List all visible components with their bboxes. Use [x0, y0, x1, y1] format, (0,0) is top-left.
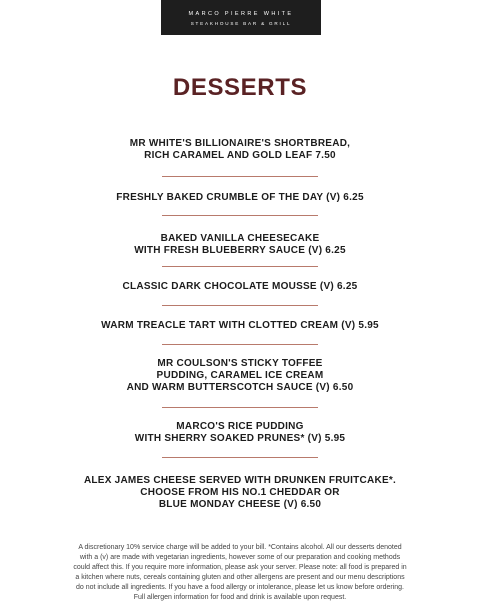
divider: [162, 215, 318, 216]
menu-item: [30, 475, 450, 511]
menu-item-line: PUDDING, CARAMEL ICE CREAM: [156, 370, 324, 381]
notice-line: do not include all ingredients. If you have a food allergy or intolerance, please let us know before ordering.: [75, 584, 405, 591]
menu-item: [30, 138, 450, 162]
menu-item-line: WARM TREACLE TART WITH CLOTTED CREAM (V) 5.95: [101, 320, 379, 331]
logo-subtitle: STEAKHOUSE BAR & GRILL: [190, 21, 292, 26]
menu-item: [30, 281, 450, 293]
notice-line: a kitchen where nuts, cereals containing gluten and other allergens are present and our menu descriptions: [75, 574, 405, 581]
divider: [162, 344, 318, 345]
notice-line: could affect this. If you require more information, please ask your server. Please note: all food is prepared in: [73, 564, 407, 571]
menu-item: [30, 192, 450, 204]
menu-item-line: AND WARM BUTTERSCOTCH SAUCE (V) 6.50: [126, 382, 354, 393]
notice-line: with a (v) are made with vegetarian ingredients, however some of our preparation and cooking methods: [79, 554, 401, 561]
menu-item-line: MARCO'S RICE PUDDING: [176, 421, 304, 432]
menu-item-line: WITH FRESH BLUEBERRY SAUCE (V) 6.25: [134, 245, 346, 256]
menu-item-line: ALEX JAMES CHEESE SERVED WITH DRUNKEN FRUITCAKE*.: [83, 475, 397, 486]
brand-logo: [161, 0, 321, 35]
divider: [162, 266, 318, 267]
page-title: DESSERTS: [172, 74, 308, 101]
menu-item-line: MR COULSON'S STICKY TOFFEE: [157, 358, 323, 369]
menu-item-line: MR WHITE'S BILLIONAIRE'S SHORTBREAD,: [129, 138, 351, 149]
notice-line: A discretionary 10% service charge will be added to your bill. *Contains alcohol. All our desserts denoted: [78, 544, 402, 551]
menu-item: [30, 421, 450, 445]
menu-item-line: BAKED VANILLA CHEESECAKE: [160, 233, 320, 244]
menu-item-line: RICH CARAMEL AND GOLD LEAF 7.50: [144, 150, 336, 161]
divider: [162, 407, 318, 408]
allergen-notice: [40, 543, 440, 603]
divider: [162, 457, 318, 458]
menu-item: [30, 320, 450, 332]
menu-item-line: FRESHLY BAKED CRUMBLE OF THE DAY (V) 6.25: [116, 192, 364, 203]
menu-item-line: WITH SHERRY SOAKED PRUNES* (V) 5.95: [134, 433, 346, 444]
menu-item: [30, 358, 450, 394]
logo-name: MARCO PIERRE WHITE: [188, 11, 294, 17]
menu-item: [30, 233, 450, 257]
menu-item-line: CLASSIC DARK CHOCOLATE MOUSSE (V) 6.25: [122, 281, 358, 292]
menu-item-line: BLUE MONDAY CHEESE (V) 6.50: [158, 499, 322, 510]
divider: [162, 305, 318, 306]
menu-item-line: CHOOSE FROM HIS NO.1 CHEDDAR OR: [140, 487, 340, 498]
notice-line: Full allergen information for food and drink is available upon request.: [133, 594, 347, 601]
divider: [162, 176, 318, 177]
